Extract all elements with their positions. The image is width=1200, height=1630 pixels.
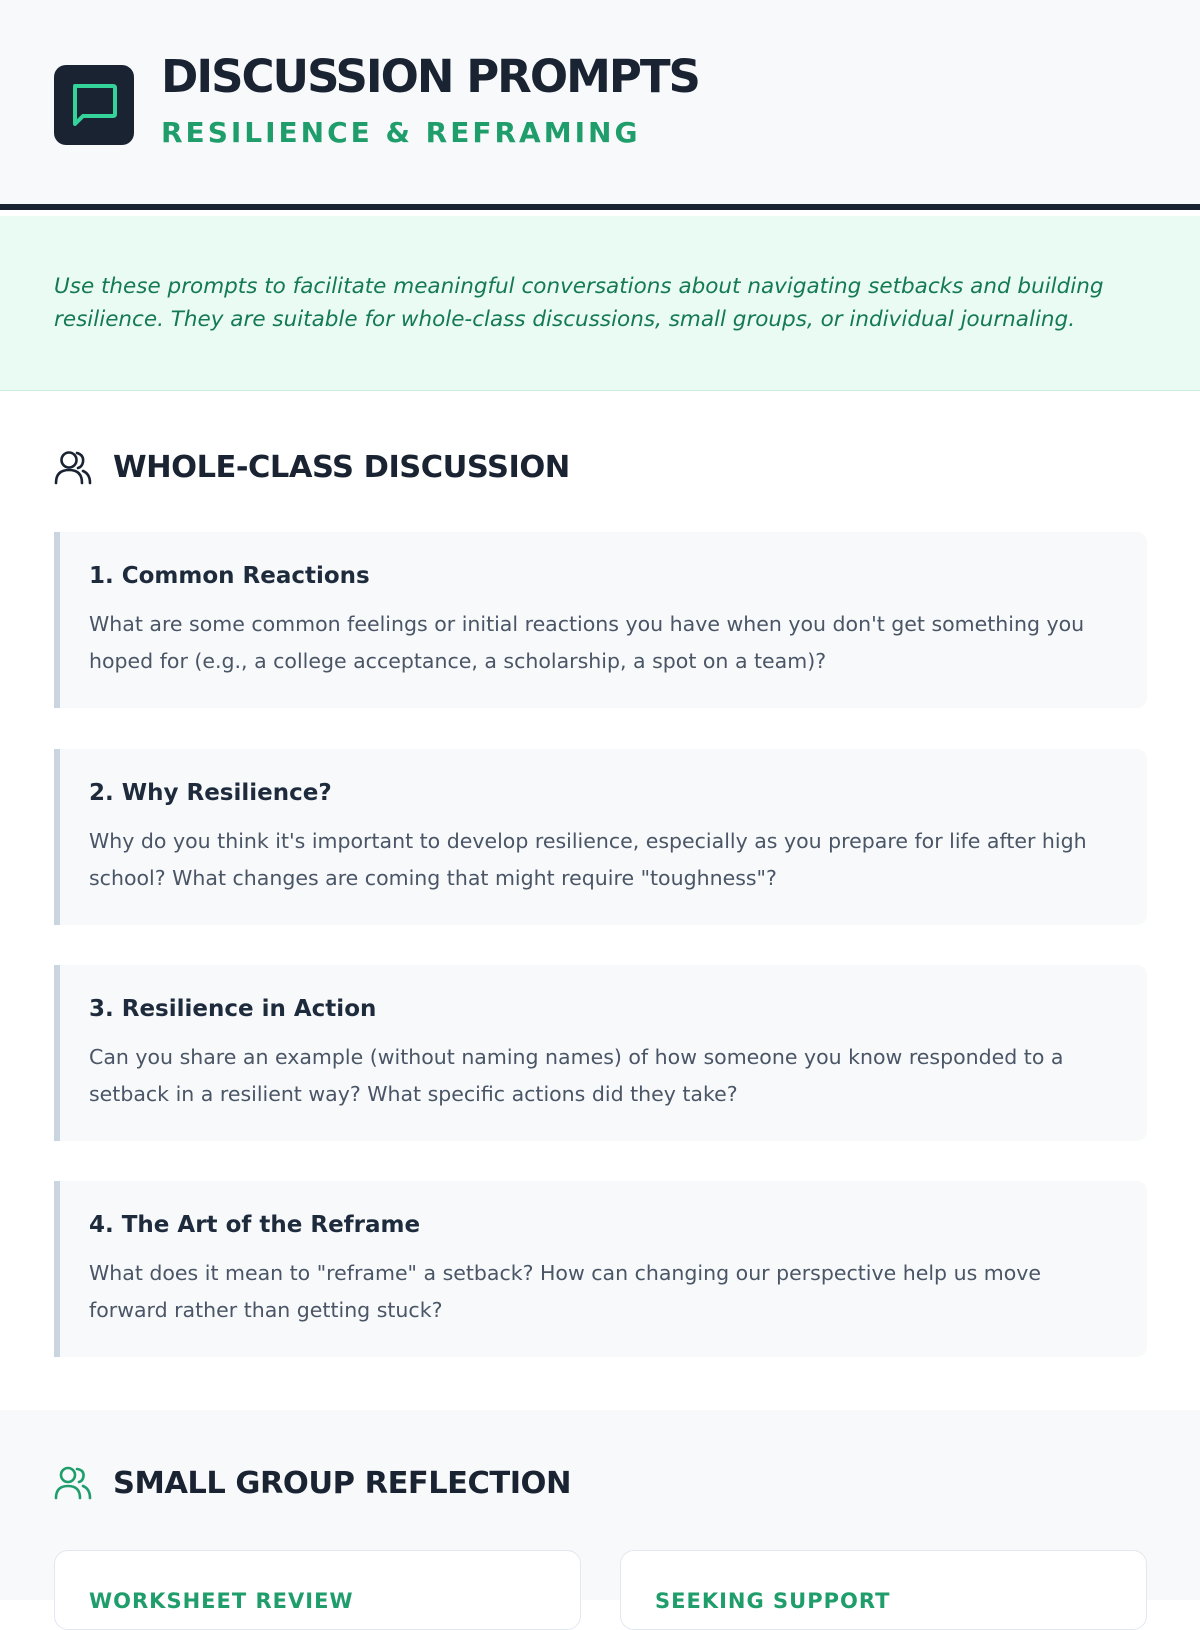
prompt-card bbox=[54, 532, 1147, 708]
prompt-body: What are some common feelings or initial reactions you have when you don't get something you hoped for (e.g., a college acceptance, a scholarship, a spot on a team)? bbox=[89, 612, 1085, 673]
small-group-section bbox=[0, 1410, 1200, 1613]
prompt-card bbox=[54, 1181, 1147, 1357]
reflection-card-title: SEEKING SUPPORT bbox=[655, 1589, 891, 1613]
section-title: SMALL GROUP REFLECTION bbox=[113, 1465, 572, 1501]
small-group-heading bbox=[54, 1465, 571, 1501]
intro-text: Use these prompts to facilitate meaningful conversations about navigating setbacks and building resilience. They are suitable for whole-class discussions, small groups, or individual journaling. bbox=[54, 274, 1104, 332]
reflection-card-title: WORKSHEET REVIEW bbox=[89, 1589, 354, 1613]
prompt-body: Can you share an example (without naming names) of how someone you know responded to a setback in a resilient way? What specific actions did they take? bbox=[89, 1045, 1064, 1106]
prompt-body: Why do you think it's important to develop resilience, especially as you prepare for life after high school? What changes are coming that might require "toughness"? bbox=[89, 829, 1087, 890]
section-title: WHOLE-CLASS DISCUSSION bbox=[113, 449, 570, 485]
prompt-card bbox=[54, 965, 1147, 1141]
user-group-icon bbox=[54, 449, 92, 485]
users-icon bbox=[54, 1465, 92, 1501]
page-title: DISCUSSION PROMPTS bbox=[161, 50, 699, 103]
prompt-body: What does it mean to "reframe" a setback? How can changing our perspective help us move forward rather than getting stuck? bbox=[89, 1261, 1042, 1322]
page-subtitle: RESILIENCE & REFRAMING bbox=[161, 116, 641, 149]
reflection-card bbox=[620, 1550, 1147, 1630]
intro-banner bbox=[0, 216, 1200, 391]
prompt-title: 3. Resilience in Action bbox=[89, 996, 377, 1022]
prompt-title: 2. Why Resilience? bbox=[89, 780, 332, 806]
prompt-title: 1. Common Reactions bbox=[89, 563, 370, 589]
whole-class-heading bbox=[54, 449, 570, 485]
prompt-title: 4. The Art of the Reframe bbox=[89, 1212, 421, 1238]
prompt-card bbox=[54, 749, 1147, 925]
page-header bbox=[0, 0, 1200, 210]
reflection-card bbox=[54, 1550, 581, 1630]
message-square-icon bbox=[54, 65, 134, 145]
